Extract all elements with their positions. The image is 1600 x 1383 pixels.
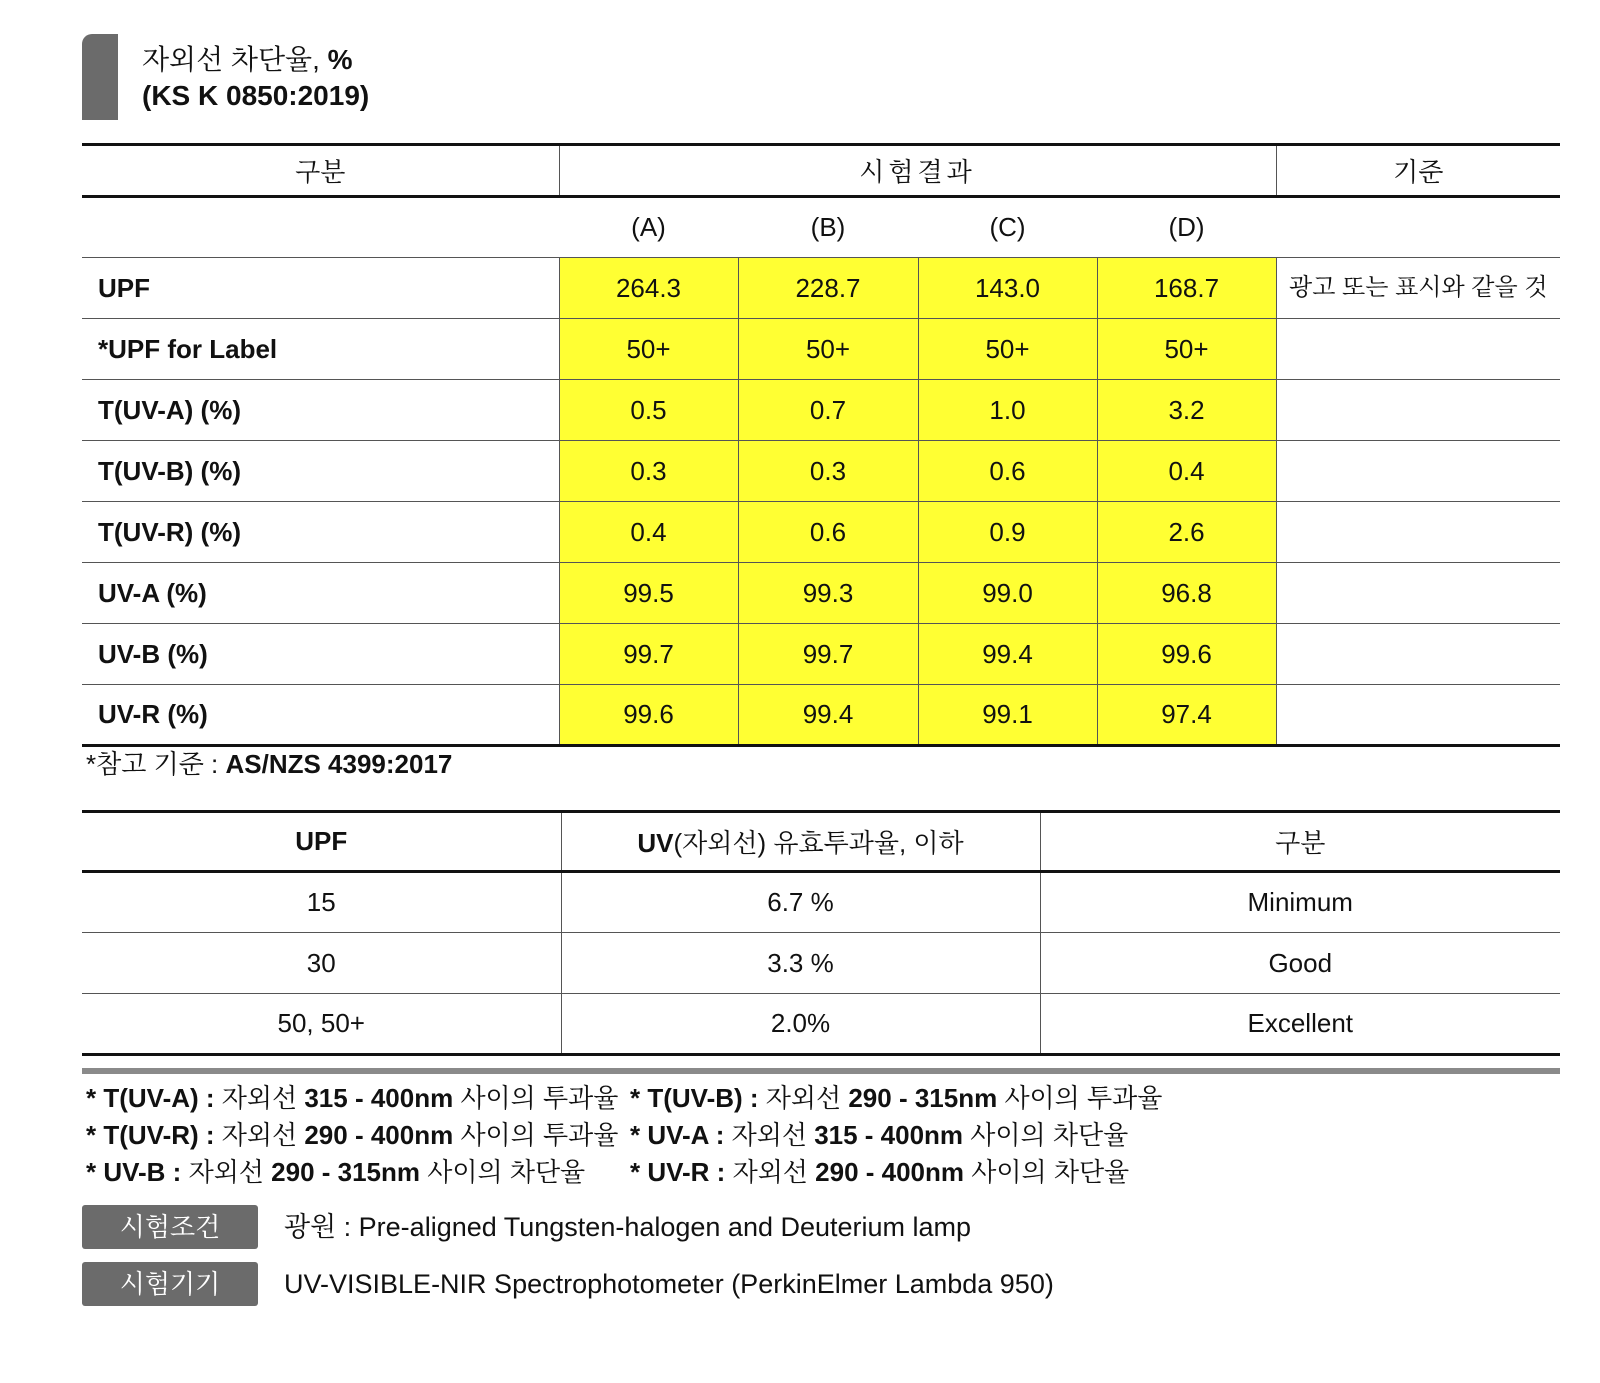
reference-header-row bbox=[82, 812, 1560, 872]
test-conditions-badge: 시험조건 bbox=[82, 1205, 258, 1249]
definition-uvr: * UV-R : 자외선 290 - 400nm 사이의 차단율 bbox=[630, 1157, 1130, 1187]
reference-note: *참고 기준 : AS/NZS 4399:2017 bbox=[86, 749, 453, 779]
ref-header-category: 구분 bbox=[1040, 812, 1560, 872]
test-equipment-text: UV-VISIBLE-NIR Spectrophotometer (PerkinElmer Lambda 950) bbox=[284, 1269, 1054, 1299]
reference-table bbox=[82, 810, 1560, 1056]
value-cell: 0.9 bbox=[918, 502, 1097, 563]
results-table bbox=[82, 143, 1560, 747]
value-cell: 99.7 bbox=[738, 624, 918, 685]
definition-tuvb: * T(UV-B) : 자외선 290 - 315nm 사이의 투과율 bbox=[630, 1083, 1163, 1113]
row-label: T(UV-A) (%) bbox=[82, 380, 559, 441]
table-row bbox=[82, 258, 1560, 319]
table-row bbox=[82, 563, 1560, 624]
ref-upf: 15 bbox=[82, 872, 561, 933]
test-equipment-badge: 시험기기 bbox=[82, 1262, 258, 1306]
table-row bbox=[82, 502, 1560, 563]
standard-empty bbox=[1276, 685, 1560, 746]
ref-category: Excellent bbox=[1040, 994, 1560, 1055]
value-cell: 50+ bbox=[1097, 319, 1276, 380]
table-row bbox=[82, 685, 1560, 746]
sample-d: (D) bbox=[1097, 197, 1276, 258]
sample-header-blank bbox=[82, 197, 559, 258]
value-cell: 99.0 bbox=[918, 563, 1097, 624]
row-label: UV-A (%) bbox=[82, 563, 559, 624]
value-cell: 0.4 bbox=[559, 502, 738, 563]
value-cell: 99.6 bbox=[1097, 624, 1276, 685]
definitions-list bbox=[86, 1080, 1286, 1191]
ref-category: Minimum bbox=[1040, 872, 1560, 933]
standard-empty bbox=[1276, 380, 1560, 441]
row-label: T(UV-R) (%) bbox=[82, 502, 559, 563]
value-cell: 264.3 bbox=[559, 258, 738, 319]
value-cell: 96.8 bbox=[1097, 563, 1276, 624]
value-cell: 99.6 bbox=[559, 685, 738, 746]
definition-tuvr: * T(UV-R) : 자외선 290 - 400nm 사이의 투과율 bbox=[86, 1120, 619, 1150]
value-cell: 50+ bbox=[918, 319, 1097, 380]
title-accent-bar bbox=[82, 34, 118, 120]
standard-empty bbox=[1276, 441, 1560, 502]
test-conditions-text: 광원 : Pre-aligned Tungsten-halogen and Deuterium lamp bbox=[284, 1212, 972, 1242]
test-equipment-row bbox=[82, 1262, 1182, 1306]
value-cell: 0.6 bbox=[738, 502, 918, 563]
ref-category: Good bbox=[1040, 933, 1560, 994]
value-cell: 99.5 bbox=[559, 563, 738, 624]
value-cell: 2.6 bbox=[1097, 502, 1276, 563]
definition-tuva: * T(UV-A) : 자외선 315 - 400nm 사이의 투과율 bbox=[86, 1083, 619, 1113]
row-label: *UPF for Label bbox=[82, 319, 559, 380]
ref-header-upf: UPF bbox=[82, 812, 561, 872]
value-cell: 0.3 bbox=[738, 441, 918, 502]
row-label: T(UV-B) (%) bbox=[82, 441, 559, 502]
row-label: UPF bbox=[82, 258, 559, 319]
title-line-1: 자외선 차단율, % bbox=[142, 44, 353, 75]
sample-a: (A) bbox=[559, 197, 738, 258]
sample-header-blank-right bbox=[1276, 197, 1560, 258]
definition-uvb: * UV-B : 자외선 290 - 315nm 사이의 차단율 bbox=[86, 1157, 586, 1187]
ref-upf: 30 bbox=[82, 933, 561, 994]
value-cell: 97.4 bbox=[1097, 685, 1276, 746]
row-label: UV-B (%) bbox=[82, 624, 559, 685]
table-row bbox=[82, 933, 1560, 994]
section-divider bbox=[82, 1068, 1560, 1074]
value-cell: 3.2 bbox=[1097, 380, 1276, 441]
table-row bbox=[82, 624, 1560, 685]
value-cell: 99.4 bbox=[738, 685, 918, 746]
value-cell: 50+ bbox=[738, 319, 918, 380]
definition-row bbox=[86, 1117, 1286, 1154]
results-header-row bbox=[82, 145, 1560, 197]
header-category: 구분 bbox=[82, 145, 559, 197]
standard-text: 광고 또는 표시와 같을 것 bbox=[1276, 258, 1560, 319]
value-cell: 0.4 bbox=[1097, 441, 1276, 502]
standard-empty bbox=[1276, 563, 1560, 624]
table-row bbox=[82, 994, 1560, 1055]
row-label: UV-R (%) bbox=[82, 685, 559, 746]
table-row bbox=[82, 872, 1560, 933]
sample-b: (B) bbox=[738, 197, 918, 258]
definition-uva: * UV-A : 자외선 315 - 400nm 사이의 차단율 bbox=[630, 1120, 1129, 1150]
test-conditions-row bbox=[82, 1205, 1182, 1249]
ref-uv: 6.7 % bbox=[561, 872, 1040, 933]
standard-empty bbox=[1276, 624, 1560, 685]
value-cell: 168.7 bbox=[1097, 258, 1276, 319]
value-cell: 228.7 bbox=[738, 258, 918, 319]
header-standard: 기준 bbox=[1276, 145, 1560, 197]
definition-row bbox=[86, 1154, 1286, 1191]
section-title bbox=[82, 34, 682, 120]
value-cell: 0.5 bbox=[559, 380, 738, 441]
sample-c: (C) bbox=[918, 197, 1097, 258]
ref-uv: 3.3 % bbox=[561, 933, 1040, 994]
ref-upf: 50, 50+ bbox=[82, 994, 561, 1055]
definition-row bbox=[86, 1080, 1286, 1117]
value-cell: 99.4 bbox=[918, 624, 1097, 685]
table-row bbox=[82, 319, 1560, 380]
value-cell: 143.0 bbox=[918, 258, 1097, 319]
sample-header-row bbox=[82, 197, 1560, 258]
table-row bbox=[82, 380, 1560, 441]
value-cell: 0.7 bbox=[738, 380, 918, 441]
table-row bbox=[82, 441, 1560, 502]
value-cell: 1.0 bbox=[918, 380, 1097, 441]
standard-empty bbox=[1276, 502, 1560, 563]
value-cell: 0.6 bbox=[918, 441, 1097, 502]
value-cell: 99.1 bbox=[918, 685, 1097, 746]
value-cell: 0.3 bbox=[559, 441, 738, 502]
title-line-2: (KS K 0850:2019) bbox=[142, 80, 370, 111]
value-cell: 99.7 bbox=[559, 624, 738, 685]
value-cell: 50+ bbox=[559, 319, 738, 380]
value-cell: 99.3 bbox=[738, 563, 918, 624]
ref-uv: 2.0% bbox=[561, 994, 1040, 1055]
standard-empty bbox=[1276, 319, 1560, 380]
header-results: 시험결과 bbox=[559, 145, 1276, 197]
ref-header-uv: UV(자외선) 유효투과율, 이하 bbox=[561, 812, 1040, 872]
